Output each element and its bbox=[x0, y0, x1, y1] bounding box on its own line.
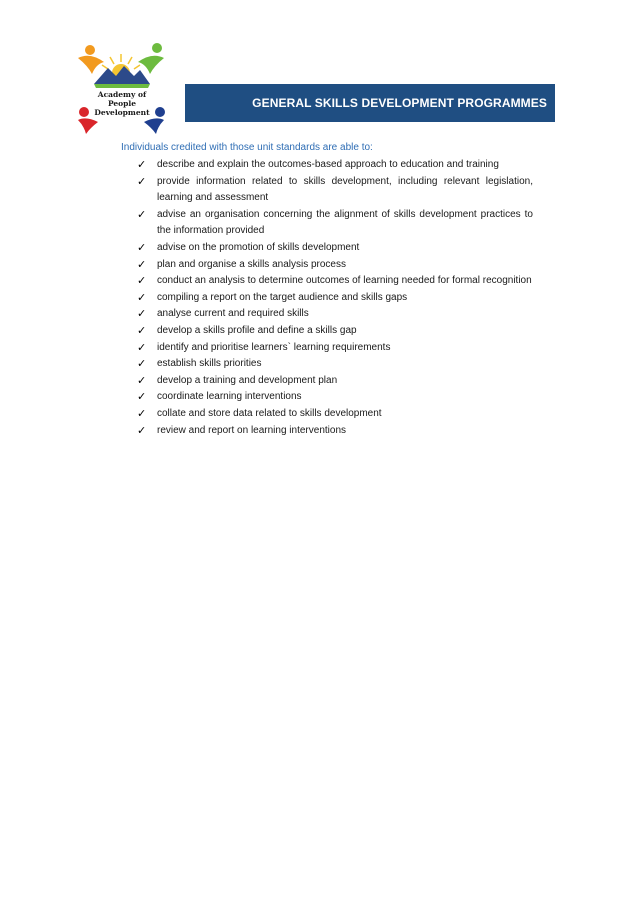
check-icon: ✓ bbox=[137, 158, 147, 171]
check-icon: ✓ bbox=[137, 174, 147, 188]
check-icon: ✓ bbox=[137, 390, 147, 404]
list-item-text: develop a skills profile and define a skills gap bbox=[157, 324, 357, 336]
check-icon: ✓ bbox=[137, 257, 147, 271]
list-item-text: collate and store data related to skills development bbox=[157, 407, 382, 419]
list-item-text: develop a training and development plan bbox=[157, 374, 338, 386]
list-item bbox=[137, 373, 533, 390]
list-item bbox=[137, 257, 533, 274]
check-icon: ✓ bbox=[137, 373, 147, 387]
list-item bbox=[137, 240, 533, 257]
list-item bbox=[137, 340, 533, 357]
academy-logo bbox=[76, 40, 166, 135]
check-icon: ✓ bbox=[137, 423, 147, 437]
list-item-text: coordinate learning interventions bbox=[157, 391, 302, 403]
list-item-text: advise on the promotion of skills development bbox=[157, 241, 360, 253]
logo-text-line2: People bbox=[107, 99, 137, 108]
check-icon: ✓ bbox=[137, 357, 147, 371]
page-title: GENERAL SKILLS DEVELOPMENT PROGRAMMES bbox=[252, 96, 547, 110]
list-item bbox=[137, 356, 533, 373]
list-item-text: establish skills priorities bbox=[157, 358, 262, 370]
check-icon: ✓ bbox=[137, 207, 147, 221]
check-icon: ✓ bbox=[137, 307, 147, 321]
logo-text-line1: Academy of bbox=[97, 90, 147, 99]
list-item-text: plan and organise a skills analysis process bbox=[157, 258, 346, 270]
check-icon: ✓ bbox=[137, 274, 147, 288]
check-icon: ✓ bbox=[137, 240, 147, 254]
list-item-text: advise an organisation concerning the alignment of skills development practices to the information provided bbox=[157, 208, 533, 237]
list-item bbox=[137, 157, 533, 174]
list-item bbox=[137, 174, 533, 207]
list-item-text: analyse current and required skills bbox=[157, 308, 309, 320]
list-item-text: identify and prioritise learners` learning requirements bbox=[157, 341, 391, 353]
list-item-text: describe and explain the outcomes-based approach to education and training bbox=[157, 159, 499, 170]
list-item-text: conduct an analysis to determine outcomes of learning needed for formal recognition bbox=[157, 275, 532, 287]
programme-banner bbox=[185, 84, 555, 122]
list-item bbox=[137, 306, 533, 323]
check-icon: ✓ bbox=[137, 340, 147, 354]
check-icon: ✓ bbox=[137, 323, 147, 337]
list-item bbox=[137, 406, 533, 423]
list-item bbox=[137, 207, 533, 240]
check-icon: ✓ bbox=[137, 290, 147, 304]
check-icon: ✓ bbox=[137, 406, 147, 420]
logo-text-line3: Development bbox=[94, 108, 150, 117]
academy-logo-graphic bbox=[76, 40, 166, 135]
list-item bbox=[137, 323, 533, 340]
list-item bbox=[137, 389, 533, 406]
intro-text: Individuals credited with those unit standards are able to: bbox=[121, 142, 373, 153]
list-item bbox=[137, 273, 533, 290]
list-item-text: compiling a report on the target audience and skills gaps bbox=[157, 291, 408, 303]
outcome-list bbox=[137, 157, 533, 439]
list-item-text: review and report on learning interventions bbox=[157, 424, 346, 436]
list-item bbox=[137, 290, 533, 307]
list-item-text: provide information related to skills development, including relevant legislation, learning and assessment bbox=[157, 175, 533, 204]
list-item bbox=[137, 423, 533, 440]
